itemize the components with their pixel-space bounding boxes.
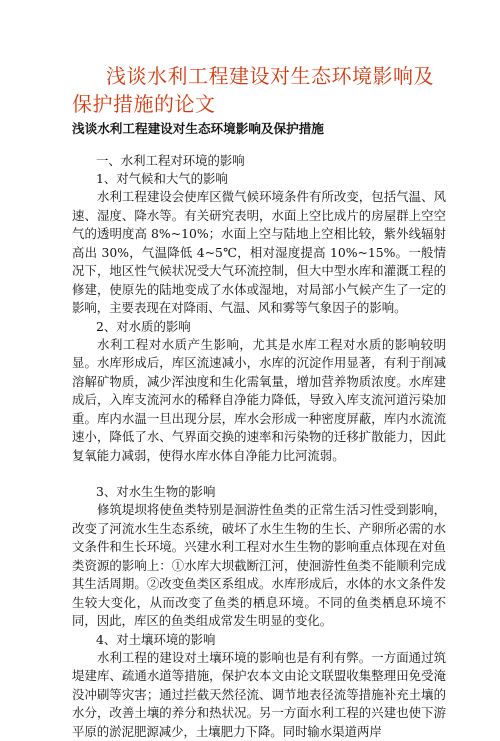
paragraph-water-quality: 水利工程对水质产生影响，尤其是水库工程对水质的影响较明显。水库形成后，库区流速减小，水库的沉淀作用显著，有利于削减溶解矿物质，减少浑浊度和生化需氧量，增加营养物质浓度。水库建成后，入库支流河水的稀释自净能力降低，导致入库支流河道污染加重。库内水温一旦出现分层，库水会形成一种密度屏蔽，库内水流流速小，降低了水、气界面交换的速率和污染物的迁移扩散能力，因此复氧能力减弱，使得水库水体自净能力比河流弱。 [72, 336, 446, 466]
document-title: 浅谈水利工程建设对生态环境影响及保护措施的论文 [72, 0, 446, 118]
paragraph-soil: 水利工程的建设对土壤环境的影响也是有利有弊。一方面通过筑堤建库、疏通水道等措施，保护农本文由论文联盟收集整理田免受淹没冲刷等灾害；通过拦截天然径流、调节地表径流等措施补充土壤的水分，改善土壤的养分和热状况。另一方面水利工程的兴建也使下游平原的淤泥肥源减少，土壤肥力下降。同时输水渠道两岸 [72, 649, 446, 741]
subsection-heading-2: 2、对水质的影响 [72, 318, 446, 336]
subsection-heading-4: 4、对土壤环境的影响 [72, 631, 446, 649]
subsection-heading-3: 3、对水生生物的影响 [72, 483, 446, 501]
document-subtitle: 浅谈水利工程建设对生态环境影响及保护措施 [72, 120, 446, 138]
section-heading-1: 一、水利工程对环境的影响 [72, 152, 446, 170]
paragraph-climate: 水利工程建设会使库区微气候环境条件有所改变，包括气温、风速、湿度、降水等。有关研究表明，水面上空比成片的房屋群上空空气的透明度高 8%~10%；水面上空与陆地上空相比较，紫外线辐射高出 30%，气温降低 4~5℃，相对湿度提高 10%~15%。一般情况下，地区性气候状况受大气环流控制，但大中型水库和灌溉工程的修建，使原先的陆地变成了水体或湿地，对局部小气候产生了一定的影响，主要表现在对降雨、气温、风和雾等气象因子的影响。 [72, 188, 446, 318]
subsection-heading-1: 1、对气候和大气的影响 [72, 170, 446, 188]
paragraph-aquatic-life: 修筑堤坝将使鱼类特别是洄游性鱼类的正常生活习性受到影响，改变了河流水生生态系统，破坏了水生生物的生长、产卵所必需的水文条件和生长环境。兴建水利工程对水生生物的影响重点体现在对鱼类资源的影响上：①水库大坝截断江河，使洄游性鱼类不能顺利完成其生活周期。②改变鱼类区系组成。水库形成后，水体的水文条件发生较大变化，从而改变了鱼类的栖息环境。不同的鱼类栖息环境不同，因此，库区的鱼类组成常发生明显的变化。 [72, 501, 446, 631]
